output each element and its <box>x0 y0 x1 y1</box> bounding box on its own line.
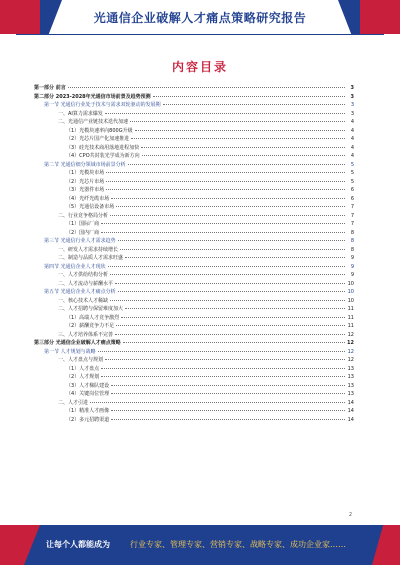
header-blue-accent-right <box>338 0 360 34</box>
toc-entry-label: 一、人才供给结构分析 <box>58 272 109 278</box>
toc-entry[interactable] <box>34 127 354 136</box>
toc-entry-page: 4 <box>350 153 354 159</box>
header-blue-accent-left <box>40 0 62 34</box>
toc-entry-label: （3）人才梯队建设 <box>66 382 110 389</box>
toc-dot-leader <box>101 223 345 224</box>
toc-entry[interactable] <box>34 331 354 340</box>
toc-entry[interactable] <box>34 195 354 204</box>
toc-entry[interactable] <box>34 178 354 187</box>
toc-entry-page: 4 <box>350 119 354 125</box>
toc-entry-page: 13 <box>347 382 354 389</box>
toc-dot-leader <box>115 334 345 335</box>
toc-dot-leader <box>128 164 345 165</box>
toc-entry-page: 11 <box>347 306 354 312</box>
toc-entry[interactable] <box>34 135 354 144</box>
report-title: 光通信企业破解人才痛点策略研究报告 <box>93 11 307 25</box>
toc-dot-leader <box>110 274 345 275</box>
toc-entry-label: （4）关键岗位管理 <box>66 391 110 397</box>
toc-entry-page: 8 <box>350 238 354 244</box>
toc-entry[interactable] <box>34 93 354 102</box>
toc-entry[interactable] <box>34 271 354 280</box>
toc-dot-leader <box>120 249 345 250</box>
toc-dot-leader <box>106 181 345 182</box>
toc-entry-page: 4 <box>350 136 354 142</box>
toc-entry-label: （3）硅光技术商用落地进程加快 <box>66 144 140 151</box>
toc-entry-page: 7 <box>350 212 354 219</box>
toc-dot-leader <box>101 376 345 377</box>
toc-entry-label: 第一节 人才规划与战略 <box>44 348 96 355</box>
toc-entry-page: 14 <box>347 399 354 406</box>
toc-entry-page: 3 <box>350 93 354 100</box>
toc-entry[interactable] <box>34 322 354 331</box>
toc-dot-leader <box>68 87 345 88</box>
toc-entry[interactable] <box>34 399 354 408</box>
toc-dot-leader <box>153 96 345 97</box>
toc-entry[interactable] <box>34 305 354 314</box>
toc-entry-page: 5 <box>350 170 354 176</box>
toc-entry[interactable] <box>34 203 354 212</box>
toc-entry-label: 第三节 光通信行业人才需求趋势 <box>44 238 116 244</box>
toc-dot-leader <box>142 155 345 156</box>
toc-entry-page: 3 <box>350 85 354 91</box>
toc-dot-leader <box>105 359 345 360</box>
toc-entry-page: 7 <box>350 204 354 210</box>
toc-entry[interactable] <box>34 101 354 110</box>
toc-dot-leader <box>106 189 345 190</box>
toc-entry[interactable] <box>34 186 354 195</box>
toc-entry-label: （1）人才盘点 <box>66 365 100 372</box>
toc-entry[interactable] <box>34 161 354 170</box>
toc-dot-leader <box>116 325 345 326</box>
toc-entry-label: （2）多元招聘渠道 <box>66 416 110 423</box>
toc-entry[interactable] <box>34 407 354 416</box>
toc-entry-page: 9 <box>350 255 354 261</box>
toc-dot-leader <box>135 130 345 131</box>
toc-entry-label: 二、人才引进 <box>58 399 89 406</box>
toc-dot-leader <box>118 291 345 292</box>
toc-entry-page: 10 <box>347 289 354 295</box>
toc-entry-label: （2）薪酬竞争力不足 <box>66 323 115 329</box>
toc-entry-label: 一、核心技术人才稀缺 <box>58 297 109 304</box>
toc-entry-page: 4 <box>350 144 354 151</box>
toc-entry-page: 6 <box>350 195 354 202</box>
toc-entry-page: 11 <box>347 314 354 321</box>
toc-entry[interactable] <box>34 144 354 153</box>
toc-dot-leader <box>111 385 345 386</box>
page-header <box>0 0 400 34</box>
toc-entry-label: 第二节 光通信细分领域市场前景分析 <box>44 161 126 168</box>
toc-entry[interactable] <box>34 382 354 391</box>
toc-entry-label: 第二部分 2023-2028年光通信市场前景及趋势预测 <box>34 93 151 100</box>
toc-entry[interactable] <box>34 339 354 348</box>
toc-dot-leader <box>123 342 345 343</box>
toc-dot-leader <box>101 232 345 233</box>
toc-entry-label: 第三部分 光通信企业破解人才痛点策略 <box>34 340 121 346</box>
toc-entry-page: 12 <box>347 348 354 355</box>
footer-slogan-lead: 让每个人都能成为 <box>46 540 110 549</box>
toc-entry[interactable] <box>34 110 354 119</box>
toc-entry-page: 8 <box>350 246 354 253</box>
toc-entry-page: 5 <box>350 161 354 168</box>
toc-entry[interactable] <box>34 254 354 263</box>
toc-entry-label: 三、人才培养体系不完善 <box>58 331 114 338</box>
toc-entry[interactable] <box>34 280 354 289</box>
toc-entry-label: （2）光芯片市场 <box>66 178 105 185</box>
page-number: 2 <box>348 512 352 518</box>
toc-entry[interactable] <box>34 152 354 161</box>
toc-entry[interactable] <box>34 373 354 382</box>
toc-dot-leader <box>105 113 345 114</box>
toc-dot-leader <box>115 283 345 284</box>
toc-entry[interactable] <box>34 118 354 127</box>
toc-entry-page: 6 <box>350 187 354 193</box>
toc-entry-label: 第五节 光通信企业人才痛点分析 <box>44 289 116 295</box>
toc-dot-leader <box>116 206 345 207</box>
toc-entry-label: 第一部分 前言 <box>34 85 66 91</box>
table-of-contents <box>34 84 354 424</box>
toc-entry-page: 9 <box>350 263 354 270</box>
toc-dot-leader <box>110 215 345 216</box>
toc-heading: 内容目录 <box>171 60 228 74</box>
toc-entry[interactable] <box>34 263 354 272</box>
toc-entry[interactable] <box>34 212 354 221</box>
toc-entry-label: （4）CPO共封装光学成为新方向 <box>66 153 140 159</box>
toc-dot-leader <box>118 240 345 241</box>
toc-entry-label: 一、AI算力需求爆发 <box>58 110 103 117</box>
toc-entry[interactable] <box>34 169 354 178</box>
toc-entry-label: （1）光模块市场 <box>66 170 105 176</box>
toc-entry[interactable] <box>34 220 354 229</box>
toc-entry[interactable] <box>34 288 354 297</box>
page-footer <box>0 525 400 565</box>
toc-dot-leader <box>125 257 345 258</box>
toc-entry[interactable] <box>34 365 354 374</box>
toc-entry-label: （1）精准人才画像 <box>66 408 110 414</box>
toc-entry-page: 8 <box>350 229 354 236</box>
toc-dot-leader <box>121 317 345 318</box>
toc-entry-page: 12 <box>347 357 354 363</box>
toc-entry-page: 13 <box>347 391 354 397</box>
toc-entry-label: 一、研发人才需求持续增长 <box>58 246 119 253</box>
toc-entry-label: （2）国内厂商 <box>66 229 100 236</box>
toc-dot-leader <box>111 393 345 394</box>
toc-dot-leader <box>111 410 345 411</box>
toc-dot-leader <box>110 300 345 301</box>
toc-entry-label: （1）光模块速率向800G升级 <box>66 127 133 134</box>
toc-entry-label: 一、人才盘点与规划 <box>58 357 104 363</box>
toc-dot-leader <box>106 172 345 173</box>
toc-entry[interactable] <box>34 246 354 255</box>
toc-entry-label: （1）国际厂商 <box>66 221 100 227</box>
toc-dot-leader <box>101 368 345 369</box>
toc-entry-label: （5）光通信设备市场 <box>66 204 115 210</box>
toc-entry-page: 12 <box>347 340 354 346</box>
toc-entry[interactable] <box>34 356 354 365</box>
toc-dot-leader <box>130 121 345 122</box>
toc-entry[interactable] <box>34 416 354 425</box>
toc-dot-leader <box>111 198 345 199</box>
toc-dot-leader <box>163 104 345 105</box>
toc-dot-leader <box>98 351 345 352</box>
toc-entry-label: 二、人才流动与薪酬水平 <box>58 280 114 287</box>
header-divider <box>16 34 384 35</box>
toc-entry-page: 5 <box>350 178 354 185</box>
toc-entry-page: 3 <box>350 102 354 108</box>
toc-entry-label: （2）光芯片国产化加速推进 <box>66 136 130 142</box>
toc-entry-label: 二、制造与品质人才需求旺盛 <box>58 255 124 261</box>
footer-red-accent-right <box>372 525 400 565</box>
toc-dot-leader <box>131 138 345 139</box>
toc-entry-label: 二、光通信产业链技术迭代加速 <box>58 119 129 125</box>
toc-dot-leader <box>90 402 345 403</box>
toc-entry-page: 9 <box>350 272 354 278</box>
toc-entry-label: （2）人才规划 <box>66 374 100 380</box>
toc-entry[interactable] <box>34 348 354 357</box>
toc-entry[interactable] <box>34 297 354 306</box>
toc-entry-label: （1）高端人才竞争激烈 <box>66 314 120 321</box>
toc-entry-page: 11 <box>347 323 354 329</box>
toc-entry[interactable] <box>34 229 354 238</box>
toc-entry[interactable] <box>34 84 354 93</box>
toc-entry-label: 第四节 光通信企业人才现状 <box>44 263 106 270</box>
header-red-accent-left <box>0 0 40 34</box>
toc-entry-label: （3）光器件市场 <box>66 187 105 193</box>
footer-red-accent-left <box>0 525 40 565</box>
toc-entry[interactable] <box>34 314 354 323</box>
toc-dot-leader <box>125 308 345 309</box>
toc-entry-page: 14 <box>347 416 354 423</box>
toc-entry-page: 12 <box>347 331 354 338</box>
footer-slogan-roles: 行业专家、管理专家、营销专家、战略专家、成功企业家…… <box>130 540 346 549</box>
toc-entry-page: 13 <box>347 365 354 372</box>
toc-dot-leader <box>141 147 345 148</box>
toc-entry-page: 10 <box>347 297 354 304</box>
toc-entry[interactable] <box>34 390 354 399</box>
toc-entry-page: 7 <box>350 221 354 227</box>
toc-entry-page: 4 <box>350 127 354 134</box>
toc-dot-leader <box>108 266 345 267</box>
toc-entry-label: 二、人才招聘与保留难度加大 <box>58 306 124 312</box>
toc-entry-page: 13 <box>347 374 354 380</box>
toc-entry-label: 二、行业竞争格局分析 <box>58 212 109 219</box>
toc-entry-page: 10 <box>347 280 354 287</box>
toc-entry-label: 第一节 光通信行业处于技术与需求双轮驱动的发展期 <box>44 102 161 108</box>
header-red-accent-right <box>360 0 400 34</box>
toc-dot-leader <box>111 419 345 420</box>
toc-entry[interactable] <box>34 237 354 246</box>
toc-entry-page: 3 <box>350 110 354 117</box>
toc-entry-label: （4）光纤光缆市场 <box>66 195 110 202</box>
toc-entry-page: 14 <box>347 408 354 414</box>
